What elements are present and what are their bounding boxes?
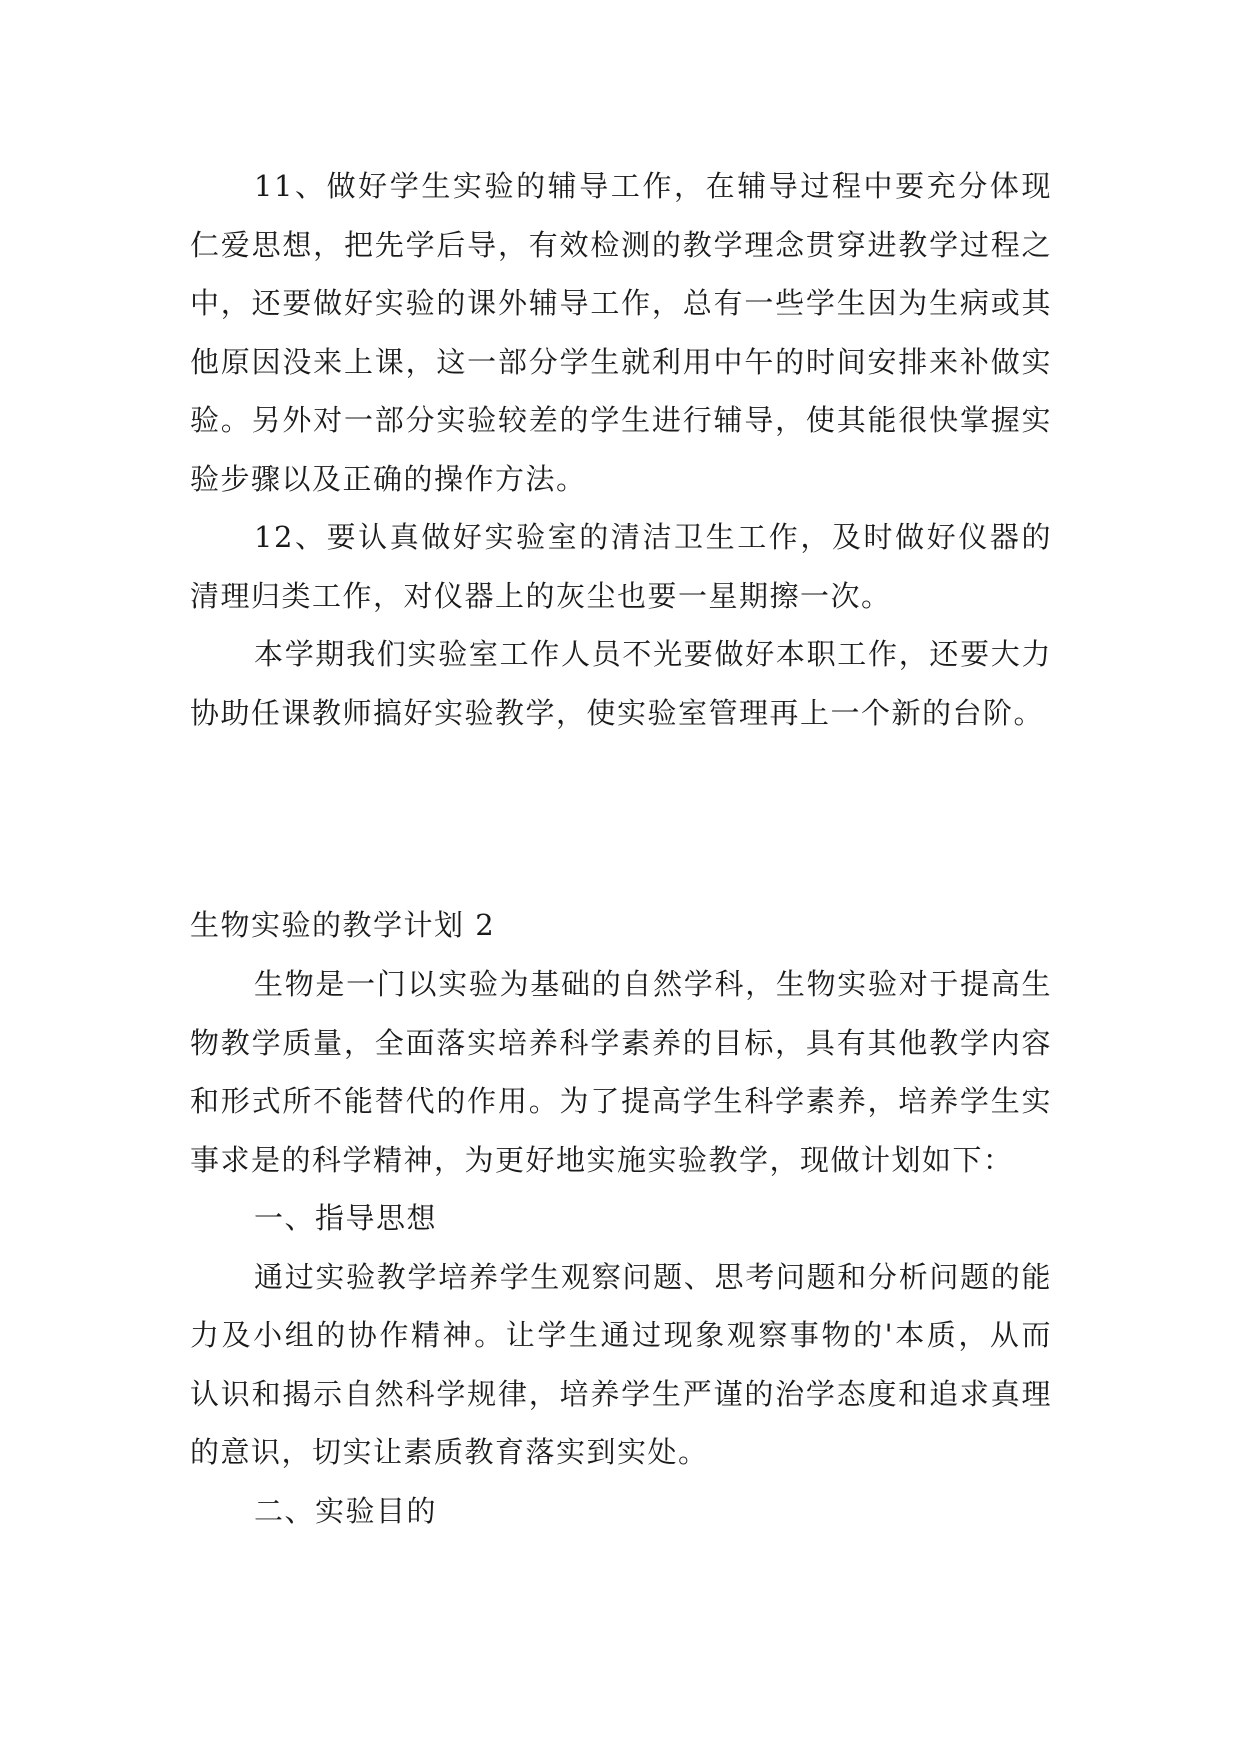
section-1-body [190,157,1052,742]
paragraph-guiding-ideology: 通过实验教学培养学生观察问题、思考问题和分析问题的能力及小组的协作精神。让学生通过现象观察事物的'本质，从而认识和揭示自然科学规律，培养学生严谨的治学态度和追求真理的意识，切实让素质教育落实到实处。 [190,1259,1052,1469]
paragraph-item-11: 11、做好学生实验的辅导工作，在辅导过程中要充分体现仁爱思想，把先学后导，有效检测的教学理念贯穿进教学过程之中，还要做好实验的课外辅导工作，总有一些学生因为生病或其他原因没来上课，这一部分学生就利用中午的时间安排来补做实验。另外对一部分实验较差的学生进行辅导，使其能很快掌握实验步骤以及正确的操作方法。 [190,169,1052,496]
section-2-title: 生物实验的教学计划 2 [190,908,496,942]
paragraph-semester-summary: 本学期我们实验室工作人员不光要做好本职工作，还要大力协助任课教师搞好实验教学，使实验室管理再上一个新的台阶。 [190,637,1052,730]
subheading-experiment-purpose: 二、实验目的 [254,1493,438,1528]
section-2-body [190,955,1052,1540]
paragraph-intro: 生物是一门以实验为基础的自然学科，生物实验对于提高生物教学质量，全面落实培养科学素养的目标，具有其他教学内容和形式所不能替代的作用。为了提高学生科学素养，培养学生实事求是的科学精神，为更好地实施实验教学，现做计划如下： [190,967,1052,1177]
paragraph-item-12: 12、要认真做好实验室的清洁卫生工作，及时做好仪器的清理归类工作，对仪器上的灰尘也要一星期擦一次。 [190,520,1052,613]
subheading-guiding-ideology: 一、指导思想 [254,1201,438,1235]
